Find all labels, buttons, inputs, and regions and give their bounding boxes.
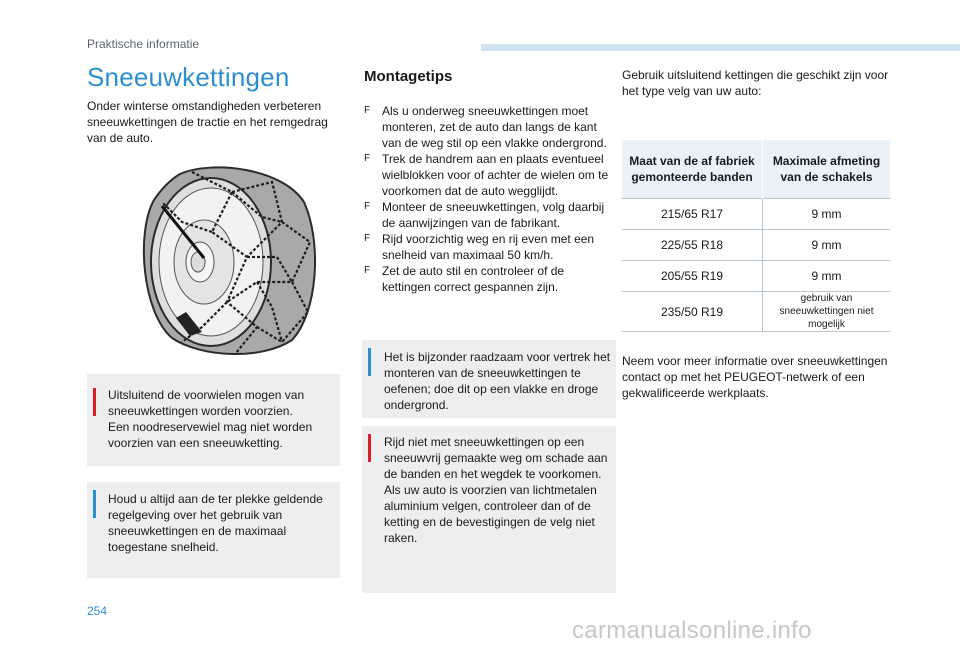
warning-icon <box>93 388 96 416</box>
practice-info-text: Het is bijzonder raadzaam voor vertrek het monteren van de sneeuwkettingen te oefenen; doe dit op een vlakke en droge ondergrond. <box>384 350 611 412</box>
intro-paragraph: Onder winterse omstandigheden verbeteren sneeuwkettingen de tractie en het remgedrag van de auto. <box>87 99 328 145</box>
link-size-cell: 9 mm <box>763 230 891 261</box>
list-item: F Zet de auto stil en controleer of de kettingen correct gespannen zijn. <box>364 264 565 294</box>
list-item: F Monteer de sneeuwkettingen, volg daarbij de aanwijzingen van de fabrikant. <box>364 200 605 230</box>
table-row <box>622 292 890 332</box>
warning-line-spare-wheel: Een noodreservewiel mag niet worden voorzien van een sneeuwketting. <box>108 420 313 450</box>
bullet-icon: F <box>364 153 371 164</box>
table-header-link-size: Maximale afmeting van de schakels <box>763 140 891 199</box>
snowfree-road-warning-note <box>362 426 616 593</box>
list-item: F Als u onderweg sneeuwkettingen moet monteren, zet de auto dan langs de kant van de weg stil op een vlakke ondergrond. <box>364 104 607 150</box>
table-row <box>622 261 890 292</box>
table-footer-note: Neem voor meer informatie over sneeuwkettingen contact op met het PEUGEOT-netwerk of een gekwalificeerde werkplaats. <box>622 354 888 400</box>
header-rule <box>481 44 960 51</box>
bullet-icon: F <box>364 201 371 212</box>
bullet-icon: F <box>364 105 371 116</box>
chain-size-table <box>622 140 890 332</box>
table-intro: Gebruik uitsluitend kettingen die geschikt zijn voor het type velg van uw auto: <box>622 68 889 98</box>
list-item: F Trek de handrem aan en plaats eventueel wielblokken voor of achter de wielen om te voorkomen dat de auto wegglijdt. <box>364 152 609 198</box>
mounting-steps-list <box>364 103 616 295</box>
page-number: 254 <box>87 604 108 618</box>
page-title: Sneeuwkettingen <box>87 62 290 92</box>
link-size-cell: 9 mm <box>763 261 891 292</box>
link-size-cell: 9 mm <box>763 199 891 230</box>
bullet-icon: F <box>364 265 371 276</box>
tyre-size-cell: 205/55 R19 <box>622 261 763 292</box>
warning-line-front-wheels: Uitsluitend de voorwielen mogen van sneeuwkettingen worden voorzien. <box>108 388 305 418</box>
tyre-size-cell: 235/50 R19 <box>622 292 763 332</box>
snow-chain-wheel-illustration <box>132 162 318 358</box>
tyre-size-cell: 225/55 R18 <box>622 230 763 261</box>
section-label: Praktische informatie <box>87 37 200 51</box>
link-size-cell: gebruik van sneeuwkettingen niet mogelijk <box>763 292 891 332</box>
mounting-tips-heading: Montagetips <box>364 68 453 85</box>
tyre-size-cell: 215/65 R17 <box>622 199 763 230</box>
regulations-info-note <box>87 482 340 578</box>
info-icon <box>368 348 371 376</box>
watermark: carmanualsonline.info <box>572 617 812 644</box>
list-item: F Rijd voorzichtig weg en rij even met een snelheid van maximaal 50 km/h. <box>364 232 595 262</box>
snowfree-warning-text: Rijd niet met sneeuwkettingen op een sneeuwvrij gemaakte weg om schade aan de banden en het wegdek te voorkomen. Als uw auto is voorzien van lichtmetalen aluminium velgen, controleer dan of de ketting en de bevestigingen de velg niet raken. <box>384 435 608 545</box>
warning-icon <box>368 434 371 462</box>
bullet-icon: F <box>364 233 371 244</box>
info-icon <box>93 490 96 518</box>
table-row <box>622 230 890 261</box>
front-wheels-warning-note <box>87 374 340 466</box>
regulations-info-text: Houd u altijd aan de ter plekke geldende regelgeving over het gebruik van sneeuwkettingen en de maximaal toegestane snelheid. <box>108 492 323 554</box>
table-row <box>622 199 890 230</box>
table-header-tyre-size: Maat van de af fabriek gemonteerde banden <box>622 140 763 199</box>
practice-info-note <box>362 340 616 418</box>
